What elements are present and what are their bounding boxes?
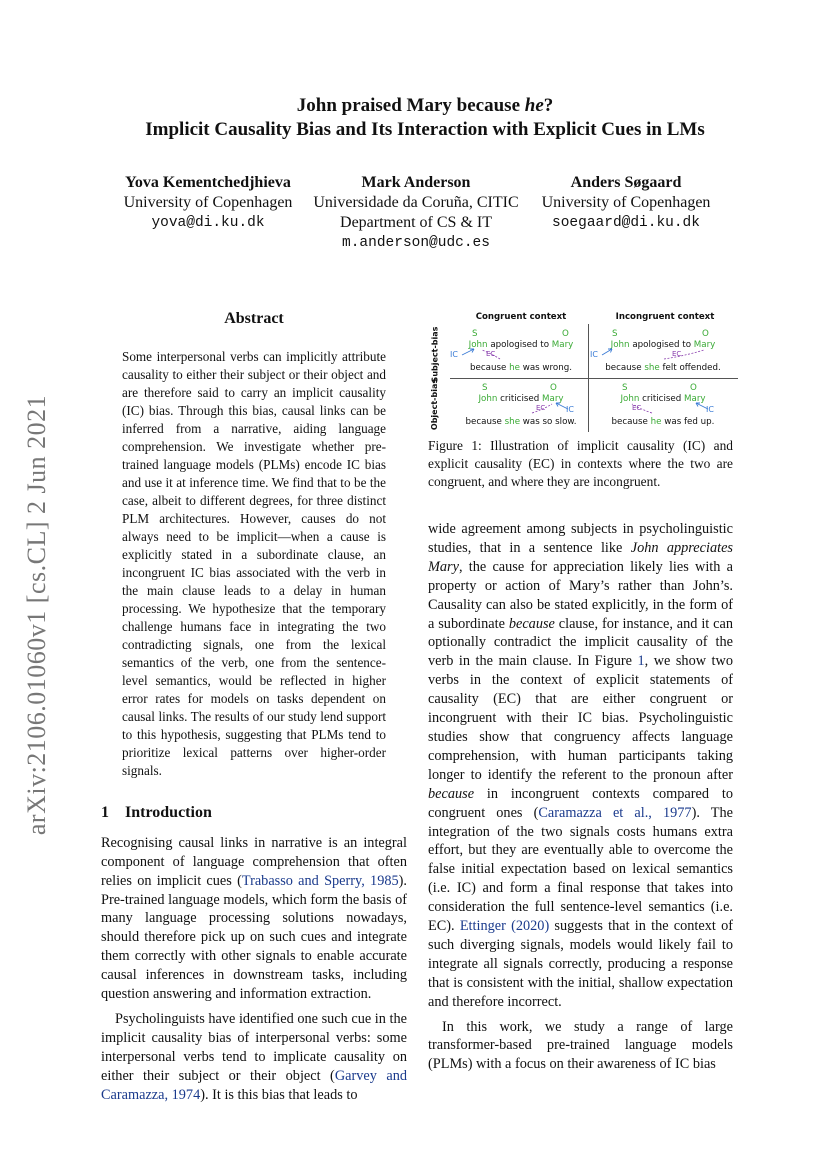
abstract-heading: Abstract	[224, 310, 284, 327]
section-title: Introduction	[125, 803, 212, 821]
ec-label: EC	[486, 350, 496, 358]
ic-label: IC	[450, 350, 458, 359]
because-clause: because he was fed up.	[611, 417, 715, 427]
figure-caption: Figure 1: Illustration of implicit causality (IC) and explicit causality (EC) in contexts where the two are congruent, and where they are incongruent.	[428, 438, 733, 490]
ec-label: EC	[632, 404, 642, 412]
subject-marker: S	[472, 329, 478, 339]
main-clause: John criticised Mary	[620, 394, 706, 404]
title-line-2: Implicit Causality Bias and Its Interaction with Explicit Cues in LMs	[145, 119, 705, 140]
author-email[interactable]: soegaard@di.ku.dk	[552, 215, 700, 231]
figure-divider-horizontal	[450, 378, 738, 379]
object-marker: O	[702, 329, 709, 339]
main-clause: John apologised to Mary	[468, 340, 574, 350]
author-affiliation: University of Copenhagen	[541, 194, 711, 211]
object-marker: O	[562, 329, 569, 339]
because-clause: because she felt offended.	[605, 363, 721, 373]
right-paragraph-2: In this work, we study a range of large transformer-based pre-trained language models (PLMs) with a focus on their awareness of IC bias	[428, 1018, 733, 1073]
row-label-subject-bias: Subject-bias	[430, 326, 440, 382]
citation-link[interactable]: Caramazza et al., 1977	[538, 804, 692, 821]
main-clause: John criticised Mary	[478, 394, 564, 404]
section-number: 1	[101, 803, 109, 821]
because-clause: because he was wrong.	[469, 363, 573, 373]
author-name: Mark Anderson	[361, 174, 471, 191]
figure-reference-link[interactable]: 1	[637, 653, 645, 670]
object-marker: O	[550, 383, 557, 393]
row-label-object-bias: Object-bias	[430, 378, 440, 430]
author-email[interactable]: m.anderson@udc.es	[342, 235, 490, 251]
figure-header-incongruent: Incongruent context	[615, 312, 715, 322]
ic-label: IC	[566, 405, 574, 414]
citation-link[interactable]: Ettinger (2020)	[459, 918, 550, 935]
title-emphasis: he	[524, 95, 544, 116]
intro-paragraph-2: Psycholinguists have identified one such cue in the implicit causality bias of interpersonal verbs: some interpersonal verbs tend to implicate causality on either their subject or their object (Garvey and Caramazza, 1974). It is this bias that leads to	[101, 1010, 407, 1103]
author-name: Yova Kementchedjhieva	[125, 174, 291, 191]
ec-label: EC	[672, 350, 682, 358]
figure-cell-object-incongruent	[594, 380, 732, 432]
author-block-1	[108, 173, 308, 233]
arxiv-identifier	[14, 380, 60, 850]
ec-label: EC	[536, 404, 546, 412]
intro-paragraph-1: Recognising causal links in narrative is an integral component of language comprehension that often relies on implicit cues (Trabasso and Sperry, 1985). Pre-trained language models, which form the basis of many language processing solutions nowadays, should therefore pick up on such cues and integrate them correctly with other signals to enable accurate causal inferences in downstream tasks, including question answering and information extraction.	[101, 834, 407, 1003]
figure-header-congruent: Congruent context	[475, 312, 567, 322]
figure-cell-subject-congruent	[452, 326, 590, 378]
object-marker: O	[690, 383, 697, 393]
paper-title	[80, 94, 770, 142]
author-name: Anders Søgaard	[570, 174, 682, 191]
title-line-1: John praised Mary because he?	[296, 95, 554, 116]
right-paragraph-1: wide agreement among subjects in psycholinguistic studies, that in a sentence like John appreciates Mary, the cause for appreciation likely lies with a property or action of Mary’s rather than John’s. Causality can also be stated explicitly, in the form of a subordinate because clause, for instance, and it can optionally contradict the implicit causality of the verb in the main clause. In Figure 1, we show two verbs in the context of explicit statements of causality (EC) that are either congruent or incongruent with their IC bias. Psycholinguistic studies show that congruency affects language comprehension, with human participants taking longer to identify the referent to the pronoun after because in incongruent contexts compared to congruent ones (Caramazza et al., 1977). The integration of the two signals costs humans extra effort, but they are eventually able to overcome the false initial expectation based on lexical semantics (i.e. IC) and form a final response that takes into consideration the full sentence-level semantics (i.e. EC). Ettinger (2020) suggests that in the context of such diverging signals, models would likely fail to integrate all signals correctly, producing a response that is consistent with the initial, shallow expectation and therefore incorrect.	[428, 521, 733, 1010]
citation-link[interactable]: Garvey and Caramazza, 1974	[101, 1067, 407, 1103]
author-block-2	[306, 173, 526, 253]
ic-label: IC	[590, 350, 598, 359]
section-heading-introduction	[101, 804, 407, 823]
author-email[interactable]: yova@di.ku.dk	[151, 215, 265, 231]
main-clause: John apologised to Mary	[610, 340, 716, 350]
subject-marker: S	[482, 383, 488, 393]
author-affiliation: University of Copenhagen	[123, 194, 293, 211]
figure-cell-object-congruent	[452, 380, 590, 432]
author-block-3	[526, 173, 726, 233]
left-column	[101, 310, 407, 1105]
abstract-text: Some interpersonal verbs can implicitly attribute causality to either their subject or their object and are therefore said to carry an implicit causality (IC) bias. Through this bias, causal links can be inferred from a narrative, aiding language comprehension. We investigate whether pre-trained language models (PLMs) encode IC bias and use it at inference time. We find that to be the case, albeit to different degrees, for three distinct PLM architectures. However, causes do not always need to be implicit—when a cause is explicitly stated in a subordinate clause, an incongruent IC bias associated with the verb in the main clause leads to a delay in human processing. We hypothesize that the temporary challenge humans face in integrating the two contradicting signals, one from the lexical semantics of the verb, one from the sentence-level semantics, would be reflected in higher error rates for models on tasks dependent on causal links. The results of our study lend support to this hypothesis, suggesting that PLMs tend to prioritize lexical patterns over higher-order signals.	[122, 348, 386, 778]
right-column	[428, 520, 733, 1074]
figure-1	[424, 306, 740, 434]
because-clause: because she was so slow.	[465, 417, 577, 427]
author-department: Department of CS & IT	[340, 214, 492, 231]
author-affiliation: Universidade da Coruña, CITIC	[313, 194, 519, 211]
subject-marker: S	[612, 329, 618, 339]
figure-cell-subject-incongruent	[590, 326, 732, 378]
subject-marker: S	[622, 383, 628, 393]
citation-link[interactable]: Trabasso and Sperry, 1985	[241, 872, 399, 889]
ic-label: IC	[706, 405, 714, 414]
arxiv-identifier-text: arXiv:2106.01060v1 [cs.CL] 2 Jun 2021	[22, 394, 51, 836]
